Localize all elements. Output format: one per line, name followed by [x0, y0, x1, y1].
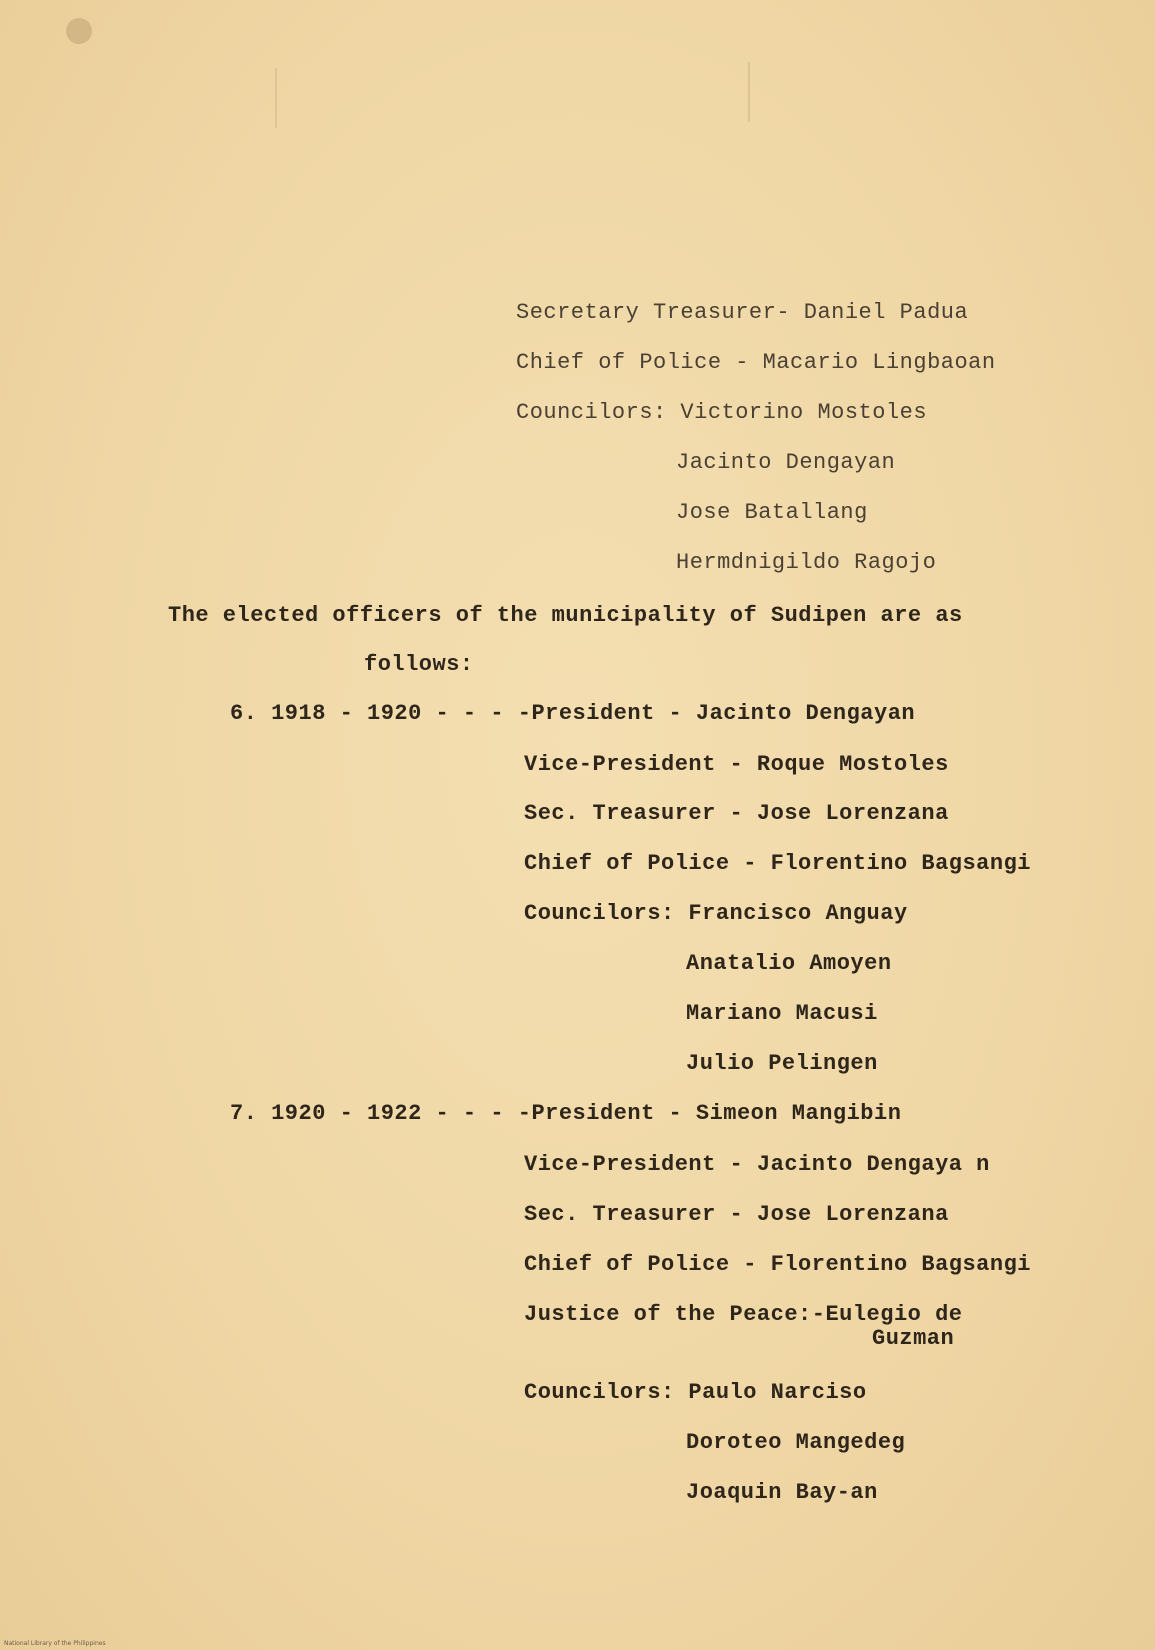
councilor-name: Joaquin Bay-an	[686, 1480, 878, 1505]
councilor-name: Mariano Macusi	[686, 1001, 878, 1026]
intro-line-1: The elected officers of the municipality of Sudipen are as	[168, 603, 963, 628]
councilor-name: Julio Pelingen	[686, 1051, 878, 1076]
paper-crease	[748, 62, 750, 122]
councilor-name: Jacinto Dengayan	[676, 450, 896, 475]
term-7-sec-treasurer: Sec. Treasurer - Jose Lorenzana	[524, 1202, 949, 1227]
paper-crease	[275, 68, 277, 128]
term-7-vice-president: Vice-President - Jacinto Dengaya n	[524, 1152, 990, 1177]
chief-of-police-line: Chief of Police - Macario Lingbaoan	[516, 350, 996, 375]
councilor-name: Doroteo Mangedeg	[686, 1430, 906, 1455]
archive-footer: National Library of the Philippines	[4, 1640, 106, 1647]
term-6-heading: 6. 1918 - 1920 - - - -President - Jacinto Dengayan	[230, 701, 916, 726]
term-7-justice-line-2: Guzman	[872, 1326, 955, 1351]
term-6-chief-of-police: Chief of Police - Florentino Bagsangi	[524, 851, 1031, 876]
term-6-vice-president: Vice-President - Roque Mostoles	[524, 752, 949, 777]
term-7-chief-of-police: Chief of Police - Florentino Bagsangi	[524, 1252, 1031, 1277]
secretary-treasurer-line: Secretary Treasurer- Daniel Padua	[516, 300, 969, 325]
punch-hole-mark	[66, 18, 92, 44]
term-7-justice-line-1: Justice of the Peace:-Eulegio de	[524, 1302, 963, 1327]
councilor-name: Jose Batallang	[676, 500, 868, 525]
term-6-sec-treasurer: Sec. Treasurer - Jose Lorenzana	[524, 801, 949, 826]
councilor-name: Hermdnigildo Ragojo	[676, 550, 937, 575]
councilors-line: Councilors: Victorino Mostoles	[516, 400, 928, 425]
term-7-heading: 7. 1920 - 1922 - - - -President - Simeon Mangibin	[230, 1101, 902, 1126]
intro-line-2: follows:	[364, 652, 474, 677]
councilor-name: Anatalio Amoyen	[686, 951, 892, 976]
term-7-councilors-line: Councilors: Paulo Narciso	[524, 1380, 867, 1405]
term-6-councilors-line: Councilors: Francisco Anguay	[524, 901, 908, 926]
